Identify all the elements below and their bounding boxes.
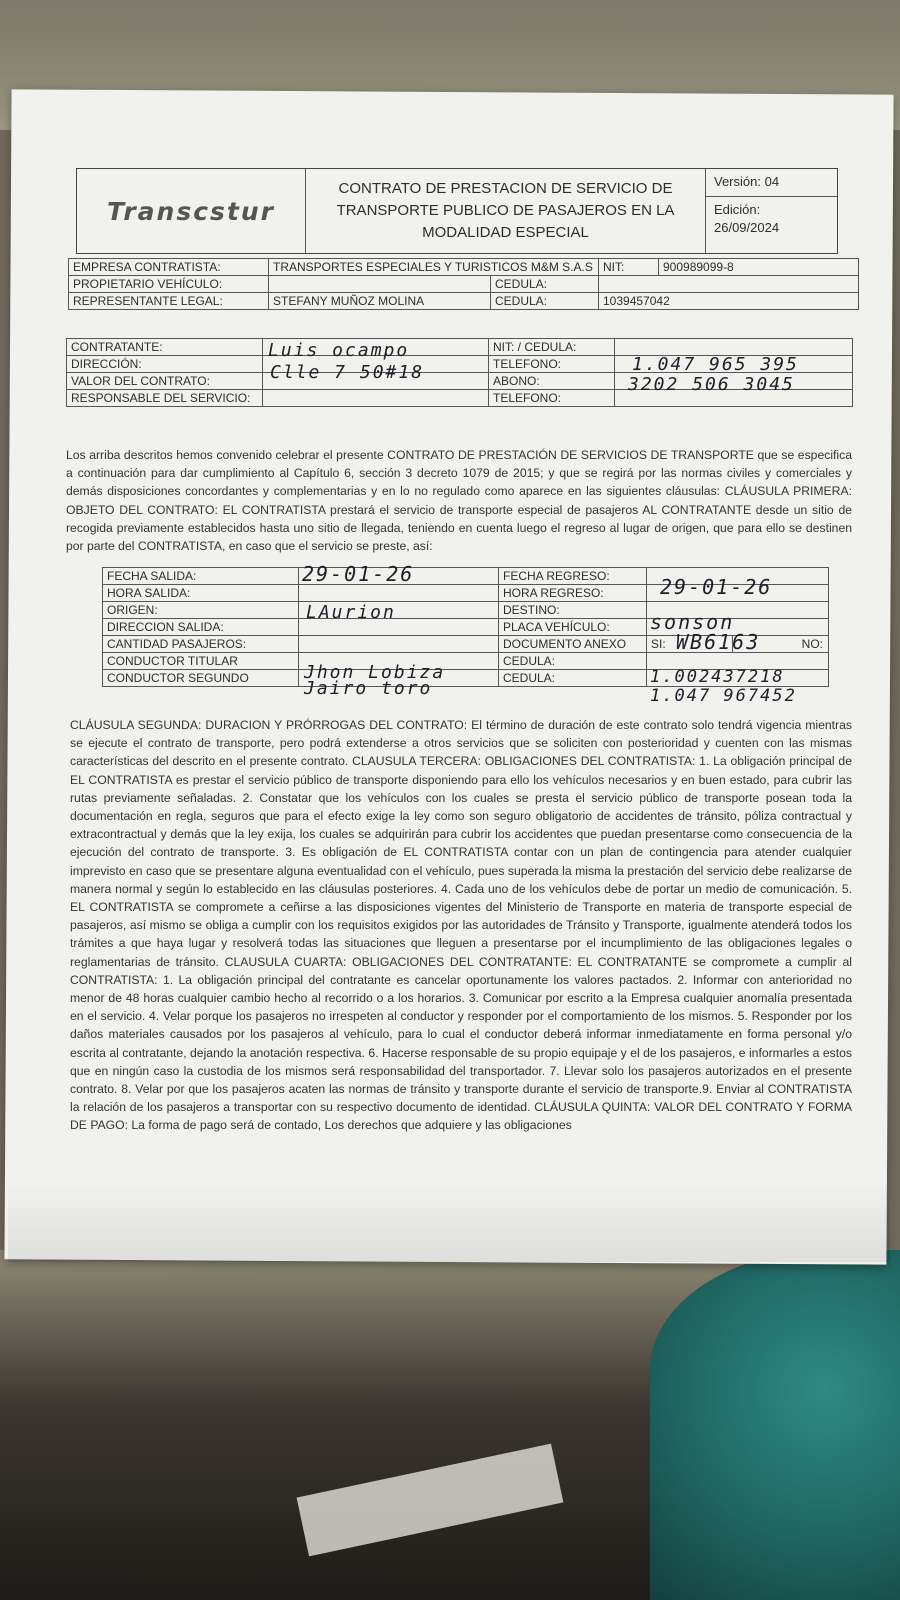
cedula2-value: 1039457042 (599, 293, 859, 310)
document-title: CONTRATO DE PRESTACION DE SERVICIO DE TRANSPORTE PUBLICO DE PASAJEROS EN LA MODALIDAD ESPECIAL (306, 169, 706, 253)
responsable-label: RESPONSABLE DEL SERVICIO: (67, 390, 263, 407)
conductor-segundo-label: CONDUCTOR SEGUNDO (103, 670, 299, 687)
cedula2-label: CEDULA: (499, 670, 647, 687)
handwritten-cedula1: 1.002437218 (650, 667, 785, 687)
table-row (67, 339, 853, 356)
company-logo: Transcstur (107, 196, 275, 226)
handwritten-conductor-titular: Jhon Lobiza (304, 662, 446, 683)
handwritten-nit-cedula: 1.047 965 395 (632, 354, 799, 375)
handwritten-direccion: Clle 7 50#18 (270, 362, 425, 383)
clauses-paragraph: CLÁUSULA SEGUNDA: DURACION Y PRÓRROGAS DEL CONTRATO: El término de duración de este contrato solo tendrá vigencia mientras se ejecute el contrato de transporte, pero podrá extenderse a otros servicios que se soliciten con posterioridad y cuenten con las mismas características del descrito en el presente contrato. CLAUSULA TERCERA: OBLIGACIONES DEL CONTRATISTA: 1. La obligación principal de EL CONTRATISTA es prestar el servicio público de transporte disponiendo para ello los vehículos necesarios y en buen estado, para cubrir las rutas previamente señaladas. 2. Constatar que los vehículos con los cuales se presta el servicio público de transporte posean toda la documentación en regla, seguros que para el efecto exige la ley como son seguro obligatorio de accidentes de tránsito, póliza contractual y extracontractual y demás que la ley exija, los cuales se adquirirán para cubrir los accidentes que puedan presentarse como consecuencia de la ejecución del contrato de transporte. 3. Es obligación de EL CONTRATISTA contar con un plan de contingencia para atender cualquier imprevisto en caso que se presentare alguna eventualidad con el vehículo, pues superada la misma la prestación del servicio debe realizarse de manera normal y según lo establecido en las cláusulas posteriores. 4. Cada uno de los vehículos debe de portar un medio de comunicación. 5. EL CONTRATISTA se compromete a ceñirse a las disposiciones vigentes del Ministerio de Transporte en materia de transporte especial de pasajeros, así mismo se obliga a cumplir con los requisitos exigidos por las autoridades de Tránsito y Transporte, igualmente atenderá todos los trámites a que haya lugar y resolverá todas las situaciones que lleguen a presentarse por el incumplimiento de las obligaciones legales o reglamentarias de tránsito. CLAUSULA CUARTA: OBLIGACIONES DEL CONTRATANTE: EL CONTRATANTE se compromete a cumplir al CONTRATISTA: 1. La obligación principal del contratante es cancelar oportunamente los valores pactados. 2. Informar con anterioridad no menor de 48 horas cualquier cambio hecho al recorrido o a los horarios. 3. Comunicar por escrito a la Empresa cualquier anomalía presentada en el servicio. 4. Velar porque los pasajeros no irrespeten al conductor y responder por el comportamiento de los mismos. 5. Responder por los daños materiales causados por los pasajeros al vehículo, para lo cual el conductor deberá informar inmediatamente en forma personal y/o escrita al contratante, dejando la anotación respectiva. 6. Hacerse responsable de su propio equipaje y el de los pasajeros, e informarles a estos que en ningún caso la custodia de los mismos será responsabilidad del transportador. 7. Llevar solo los pasajeros autorizados en el presente contrato. 8. Velar por que los pasajeros acaten las normas de tránsito y transporte durante el servicio de transporte.9. Enviar al CONTRATISTA la relación de los pasajeros a transportar con su respectivo documento de identidad. CLÁUSULA QUINTA: VALOR DEL CONTRATO Y FORMA DE PAGO: La forma de pago será de contado, Los derechos que adquiere y las obligaciones (70, 718, 852, 1133)
empresa-label: EMPRESA CONTRATISTA: (69, 259, 269, 276)
table-row (69, 259, 859, 276)
abono-label: ABONO: (489, 373, 615, 390)
si-label: SI: (647, 636, 733, 652)
version-box (706, 169, 837, 253)
no-label: NO: (801, 637, 823, 651)
propietario-value (269, 276, 491, 293)
fecha-regreso-label: FECHA REGRESO: (499, 568, 647, 585)
direccion-salida-label: DIRECCION SALIDA: (103, 619, 299, 636)
telefono-label: TELEFONO: (489, 356, 615, 373)
conductor-titular-label: CONDUCTOR TITULAR (103, 653, 299, 670)
propietario-label: PROPIETARIO VEHÍCULO: (69, 276, 269, 293)
hora-salida-label: HORA SALIDA: (103, 585, 299, 602)
placa-label: PLACA VEHÍCULO: (499, 619, 647, 636)
nit-value: 900989099-8 (659, 259, 859, 276)
intro-paragraph: Los arriba descritos hemos convenido celebrar el presente CONTRATO DE PRESTACIÓN DE SERVICIOS DE TRANSPORTE que se especifica a continuación para dar cumplimiento al Capítulo 6, sección 3 decreto 1079 de 2015; y que se regirá por las normas civiles y comerciales y demás disposiciones concordantes y complementarias y en lo no regulado como aparece en las siguientes cláusulas: CLÁUSULA PRIMERA: OBJETO DEL CONTRATO: EL CONTRATISTA prestará el servicio de transporte especial de pasajeros AL CONTRATANTE desde un sitio de recogida previamente establecidos hasta uno sitio de llegada, teniendo en cuenta luego el regreso al lugar de origen, que para ello se destinen por parte del CONTRATISTA, en caso que el servicio se preste, así: (66, 448, 852, 554)
cedula-label: CEDULA: (499, 653, 647, 670)
handwritten-telefono: 3202 506 3045 (628, 374, 795, 395)
cedula-label: CEDULA: (491, 276, 599, 293)
handwritten-conductor-segundo: Jairo toro (304, 678, 433, 699)
handwritten-origen: LAurion (306, 602, 396, 623)
edition-box (706, 197, 837, 241)
cantidad-label: CANTIDAD PASAJEROS: (103, 636, 299, 653)
direccion-label: DIRECCIÓN: (67, 356, 263, 373)
representante-value: STEFANY MUÑOZ MOLINA (269, 293, 491, 310)
table-row (69, 293, 859, 310)
edition-label: Edición: (714, 202, 761, 217)
cedula2-label: CEDULA: (491, 293, 599, 310)
representante-label: REPRESENTANTE LEGAL: (69, 293, 269, 310)
valor-label: VALOR DEL CONTRATO: (67, 373, 263, 390)
fecha-salida-label: FECHA SALIDA: (103, 568, 299, 585)
document-header (76, 168, 838, 254)
hora-salida-value (299, 585, 499, 602)
edition-date: 26/09/2024 (714, 220, 780, 235)
company-table (68, 258, 859, 310)
destino-label: DESTINO: (499, 602, 647, 619)
version-label: Versión: 04 (706, 169, 837, 197)
origen-label: ORIGEN: (103, 602, 299, 619)
handwritten-placa: WB6163 (676, 630, 761, 654)
handwritten-contratante: Luis ocampo (268, 340, 410, 361)
cedula-value (599, 276, 859, 293)
table-row (69, 276, 859, 293)
nit-label: NIT: (599, 259, 659, 276)
handwritten-destino: sonson (650, 610, 735, 634)
telefono2-label: TELEFONO: (489, 390, 615, 407)
responsable-value (263, 390, 489, 407)
handwritten-fecha-regreso: 29-01-26 (660, 575, 773, 599)
nit-cedula-value-cell (615, 339, 853, 356)
cantidad-value (299, 636, 499, 653)
handwritten-fecha-salida: 29-01-26 (302, 562, 415, 586)
nit-cedula-label: NIT: / CEDULA: (489, 339, 615, 356)
handwritten-cedula2: 1.047 967452 (650, 686, 797, 706)
hora-regreso-label: HORA REGRESO: (499, 585, 647, 602)
logo-cell (77, 169, 306, 253)
documento-label: DOCUMENTO ANEXO (499, 636, 647, 653)
empresa-value: TRANSPORTES ESPECIALES Y TURISTICOS M&M S.A.S (269, 259, 599, 276)
contratante-label: CONTRATANTE: (67, 339, 263, 356)
